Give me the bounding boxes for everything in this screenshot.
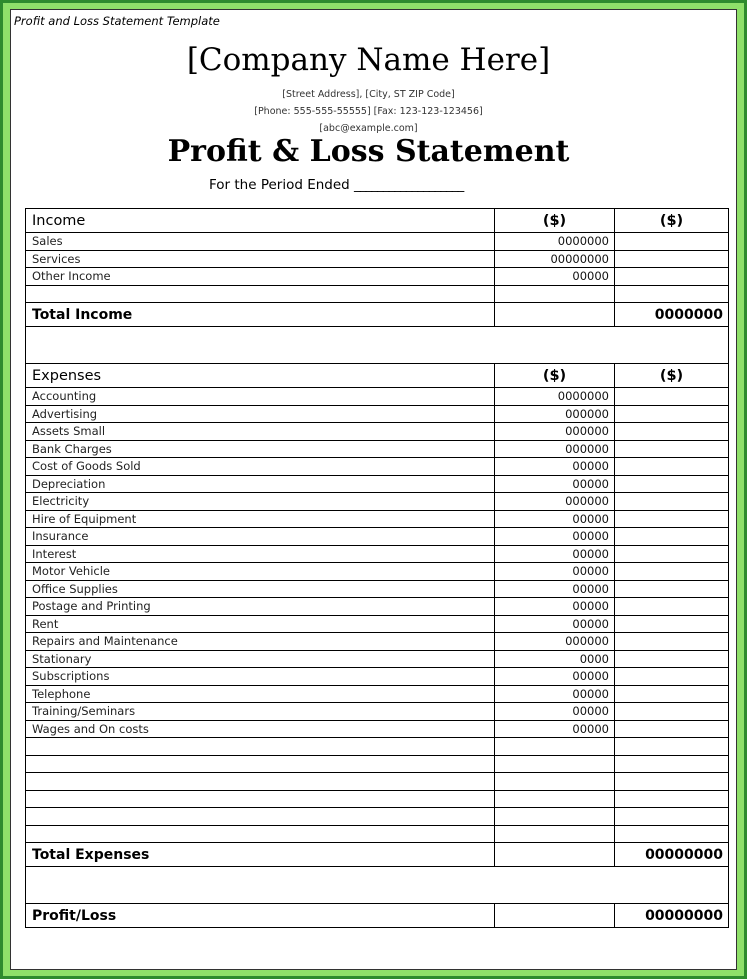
line-item-subtotal xyxy=(615,720,729,738)
expense-blank-row xyxy=(26,738,729,756)
line-item-amount: 00000 xyxy=(495,598,615,616)
total-income-row xyxy=(26,303,729,327)
line-item-subtotal xyxy=(615,388,729,406)
line-item-amount: 00000 xyxy=(495,703,615,721)
income-blank-row xyxy=(26,285,729,303)
blank-cell xyxy=(26,285,495,303)
document-label: Profit and Loss Statement Template xyxy=(14,14,220,28)
spacer-cell xyxy=(26,867,729,904)
line-item-subtotal xyxy=(615,650,729,668)
expense-row xyxy=(26,615,729,633)
profit-loss-amount: 00000000 xyxy=(615,904,729,928)
expense-row xyxy=(26,493,729,511)
expense-row xyxy=(26,720,729,738)
line-item-amount: 00000 xyxy=(495,475,615,493)
profit-loss-label: Profit/Loss xyxy=(26,904,495,928)
expense-row xyxy=(26,510,729,528)
expense-row xyxy=(26,685,729,703)
expense-row xyxy=(26,668,729,686)
line-item-subtotal xyxy=(615,545,729,563)
expense-row xyxy=(26,580,729,598)
line-item-subtotal xyxy=(615,268,729,286)
line-item-subtotal xyxy=(615,685,729,703)
line-item-label: Other Income xyxy=(26,268,495,286)
line-item-label: Postage and Printing xyxy=(26,598,495,616)
blank-cell xyxy=(615,285,729,303)
expenses-header-row xyxy=(26,364,729,388)
line-item-label: Rent xyxy=(26,615,495,633)
total-income-amount: 0000000 xyxy=(615,303,729,327)
line-item-label: Telephone xyxy=(26,685,495,703)
line-item-label: Advertising xyxy=(26,405,495,423)
line-item-amount: 000000 xyxy=(495,493,615,511)
blank-cell xyxy=(495,755,615,773)
line-item-label: Cost of Goods Sold xyxy=(26,458,495,476)
line-item-label: Depreciation xyxy=(26,475,495,493)
line-item-subtotal xyxy=(615,475,729,493)
line-item-subtotal xyxy=(615,440,729,458)
line-item-label: Accounting xyxy=(26,388,495,406)
blank-cell xyxy=(26,808,495,826)
line-item-amount: 0000 xyxy=(495,650,615,668)
blank-cell xyxy=(615,808,729,826)
blank-cell xyxy=(26,738,495,756)
period-blank: ___________________ xyxy=(354,177,464,193)
line-item-subtotal xyxy=(615,668,729,686)
total-expenses-amount: 00000000 xyxy=(615,843,729,867)
total-income-label: Total Income xyxy=(26,303,495,327)
line-item-subtotal xyxy=(615,615,729,633)
expense-row xyxy=(26,650,729,668)
line-item-amount: 00000 xyxy=(495,668,615,686)
profit-loss-row xyxy=(26,904,729,928)
line-item-label: Hire of Equipment xyxy=(26,510,495,528)
line-item-amount: 00000 xyxy=(495,720,615,738)
line-item-subtotal xyxy=(615,233,729,251)
line-item-amount: 00000 xyxy=(495,268,615,286)
expense-blank-row xyxy=(26,808,729,826)
blank-cell xyxy=(615,738,729,756)
expense-blank-row xyxy=(26,773,729,791)
line-item-label: Wages and On costs xyxy=(26,720,495,738)
company-address: [Street Address], [City, ST ZIP Code] xyxy=(282,89,455,100)
blank-cell xyxy=(495,790,615,808)
line-item-label: Assets Small xyxy=(26,423,495,441)
company-contact: [Phone: 555-555-55555] [Fax: 123-123-123456] xyxy=(254,106,483,117)
income-row xyxy=(26,233,729,251)
blank-cell xyxy=(495,808,615,826)
line-item-amount: 00000 xyxy=(495,528,615,546)
blank-cell xyxy=(495,843,615,867)
line-item-subtotal xyxy=(615,423,729,441)
blank-cell xyxy=(615,755,729,773)
blank-cell xyxy=(495,285,615,303)
total-expenses-label: Total Expenses xyxy=(26,843,495,867)
blank-cell xyxy=(495,303,615,327)
line-item-amount: 00000 xyxy=(495,563,615,581)
line-item-subtotal xyxy=(615,405,729,423)
line-item-subtotal xyxy=(615,528,729,546)
blank-cell xyxy=(26,755,495,773)
line-item-amount: 00000 xyxy=(495,510,615,528)
line-item-label: Sales xyxy=(26,233,495,251)
expenses-heading: Expenses xyxy=(26,364,495,388)
spacer-cell xyxy=(26,327,729,364)
document-page xyxy=(10,9,737,970)
section-spacer xyxy=(26,327,729,364)
line-item-label: Office Supplies xyxy=(26,580,495,598)
income-heading: Income xyxy=(26,209,495,233)
line-item-amount: 000000 xyxy=(495,423,615,441)
line-item-label: Insurance xyxy=(26,528,495,546)
line-item-subtotal xyxy=(615,458,729,476)
line-item-subtotal xyxy=(615,493,729,511)
income-row xyxy=(26,250,729,268)
expense-blank-row xyxy=(26,825,729,843)
line-item-amount: 000000 xyxy=(495,633,615,651)
line-item-label: Training/Seminars xyxy=(26,703,495,721)
blank-cell xyxy=(495,904,615,928)
line-item-amount: 00000 xyxy=(495,580,615,598)
line-item-subtotal xyxy=(615,510,729,528)
expense-row xyxy=(26,458,729,476)
line-item-subtotal xyxy=(615,563,729,581)
line-item-subtotal xyxy=(615,633,729,651)
company-email: [abc@example.com] xyxy=(319,123,418,134)
blank-cell xyxy=(495,738,615,756)
blank-cell xyxy=(26,825,495,843)
period-label: For the Period Ended xyxy=(209,177,350,193)
line-item-subtotal xyxy=(615,250,729,268)
expense-row xyxy=(26,545,729,563)
blank-cell xyxy=(615,790,729,808)
expense-row xyxy=(26,405,729,423)
expense-row xyxy=(26,563,729,581)
expense-row xyxy=(26,388,729,406)
line-item-amount: 000000 xyxy=(495,440,615,458)
expense-row xyxy=(26,528,729,546)
line-item-subtotal xyxy=(615,703,729,721)
income-row xyxy=(26,268,729,286)
line-item-label: Stationary xyxy=(26,650,495,668)
total-expenses-row xyxy=(26,843,729,867)
line-item-subtotal xyxy=(615,598,729,616)
line-item-amount: 0000000 xyxy=(495,388,615,406)
line-item-label: Bank Charges xyxy=(26,440,495,458)
line-item-label: Services xyxy=(26,250,495,268)
page-title: Profit & Loss Statement xyxy=(167,134,570,169)
line-item-label: Electricity xyxy=(26,493,495,511)
blank-cell xyxy=(615,825,729,843)
period-line xyxy=(209,177,463,193)
line-item-amount: 00000 xyxy=(495,458,615,476)
line-item-amount: 0000000 xyxy=(495,233,615,251)
expenses-col1-header: ($) xyxy=(495,364,615,388)
line-item-label: Interest xyxy=(26,545,495,563)
line-item-subtotal xyxy=(615,580,729,598)
page-frame xyxy=(3,3,744,976)
income-col2-header: ($) xyxy=(615,209,729,233)
blank-cell xyxy=(26,773,495,791)
income-col1-header: ($) xyxy=(495,209,615,233)
expense-row xyxy=(26,475,729,493)
blank-cell xyxy=(495,825,615,843)
expense-row xyxy=(26,703,729,721)
line-item-label: Subscriptions xyxy=(26,668,495,686)
expense-row xyxy=(26,633,729,651)
expense-row xyxy=(26,440,729,458)
company-name: [Company Name Here] xyxy=(186,42,551,78)
expense-row xyxy=(26,598,729,616)
line-item-amount: 00000 xyxy=(495,545,615,563)
expense-blank-row xyxy=(26,755,729,773)
line-item-label: Repairs and Maintenance xyxy=(26,633,495,651)
income-header-row xyxy=(26,209,729,233)
line-item-amount: 000000 xyxy=(495,405,615,423)
statement-table xyxy=(25,208,729,928)
expense-blank-row xyxy=(26,790,729,808)
blank-cell xyxy=(495,773,615,791)
expense-row xyxy=(26,423,729,441)
line-item-amount: 00000000 xyxy=(495,250,615,268)
line-item-amount: 00000 xyxy=(495,615,615,633)
line-item-label: Motor Vehicle xyxy=(26,563,495,581)
blank-cell xyxy=(26,790,495,808)
line-item-amount: 00000 xyxy=(495,685,615,703)
blank-cell xyxy=(615,773,729,791)
section-spacer xyxy=(26,867,729,904)
expenses-col2-header: ($) xyxy=(615,364,729,388)
